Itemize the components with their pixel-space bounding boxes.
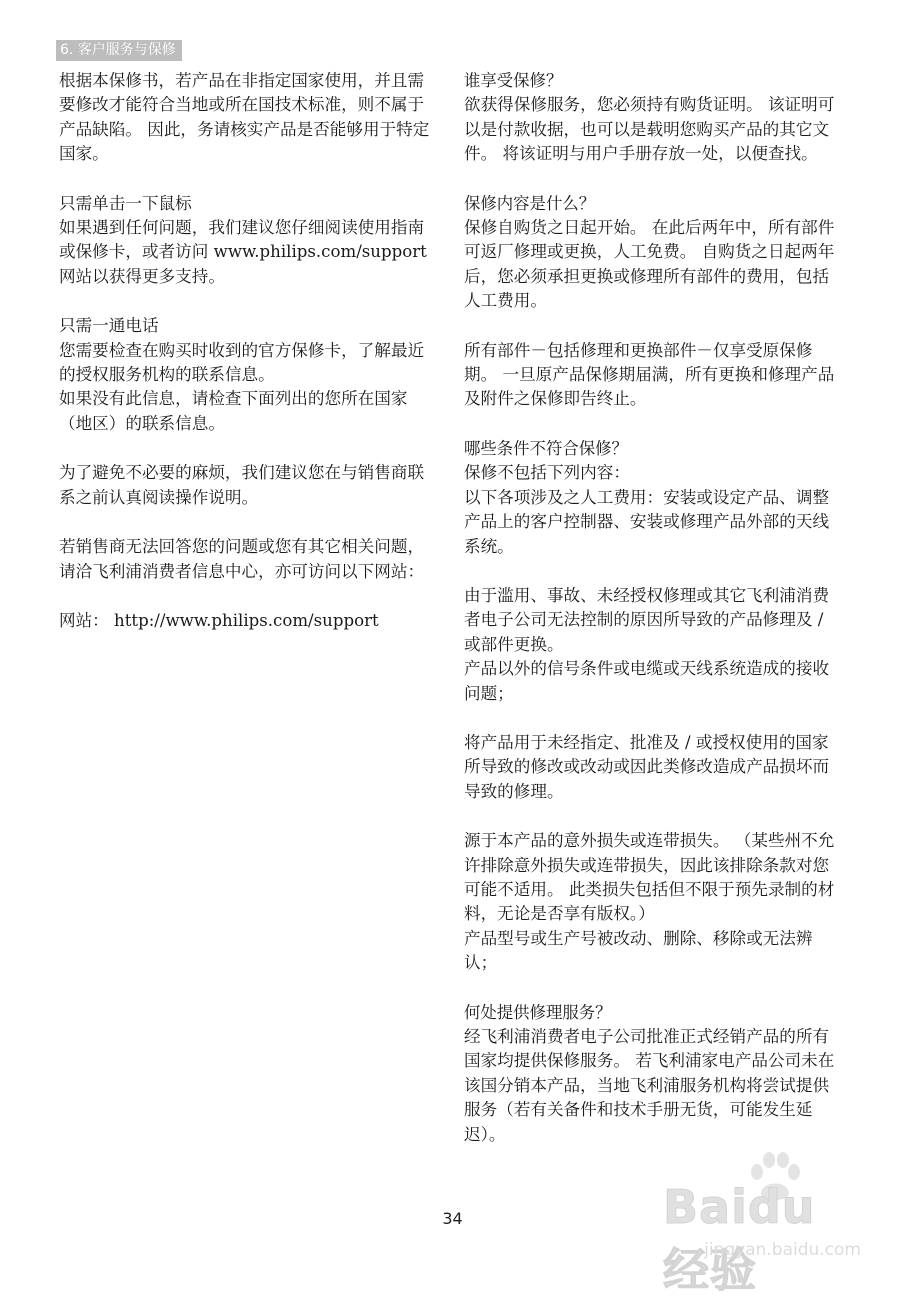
- right-column: [464, 69, 842, 1147]
- paragraph-read-instructions: 为了避免不必要的麻烦，我们建议您在与销售商联系之前认真阅读操作说明。: [59, 463, 425, 507]
- heading-who-is-covered: 谁享受保修？: [464, 71, 563, 90]
- paragraph-country-contact: 如果没有此信息，请检查下面列出的您所在国家（地区）的联系信息。: [59, 389, 408, 433]
- subheading-one-call: 只需一通电话: [59, 316, 159, 336]
- paragraph-consumer-center: 若销售商无法回答您的问题或您有其它相关问题，请洽飞利浦消费者信息中心，亦可访问以下网站：: [59, 537, 425, 581]
- paragraph-serial-altered: 产品型号或生产号被改动、删除、移除或无法辨认；: [464, 928, 813, 973]
- paragraph-country-use: 根据本保修书，若产品在非指定国家使用，并且需要修改才能符合当地或所在国技术标准，则不属于产品缺陷。 因此，务请核实产品是否能够用于特定国家。: [59, 71, 430, 164]
- paragraph-misuse: 由于滥用、事故、未经授权修理或其它飞利浦消费者电子公司无法控制的原因所导致的产品修理及 / 或部件更换。: [464, 585, 830, 654]
- paragraph-excludes: 保修不包括下列内容：: [464, 463, 630, 483]
- website-line[interactable]: 网站： http://www.philips.com/support: [59, 610, 379, 630]
- paragraph-proof-of-purchase: 欲获得保修服务，您必须持有购货证明。 该证明可以是付款收据，也可以是载明您购买产品的其它文件。 将该证明与用户手册存放一处，以便查找。: [464, 95, 835, 164]
- watermark-url: jingyan.baidu.com: [704, 1240, 861, 1260]
- paragraph-reception: 产品以外的信号条件或电缆或天线系统造成的接收问题；: [464, 659, 830, 703]
- section-tag: 6. 客户服务与保修: [56, 40, 182, 61]
- heading-not-covered: 哪些条件不符合保修？: [464, 438, 628, 458]
- watermark-logo: Baidu 经验: [663, 1180, 816, 1297]
- paragraph-incidental-loss: 源于本产品的意外损失或连带损失。 （某些州不允许排除意外损失或连带损失，因此该排除条款对您可能不适用。 此类损失包括但不限于预先录制的材料，无论是否享有版权。）: [464, 831, 835, 924]
- heading-what-is-covered: 保修内容是什么？: [464, 193, 596, 213]
- paragraph-parts-warranty: 所有部件－包括修理和更换部件－仅享受原保修期。 一旦原产品保修期届满，所有更换和修理产品及附件之保修即告终止。: [464, 340, 835, 409]
- paragraph-unauthorized-country: 将产品用于未经指定、批准及 / 或授权使用的国家所导致的修改或改动或因此类修改造成产品损坏而导致的修理。: [464, 732, 830, 801]
- paragraph-labor-costs: 以下各项涉及之人工费用：安装或设定产品、调整产品上的客户控制器、安装或修理产品外部的天线系统。: [464, 487, 830, 556]
- paragraph-two-years: 保修自购货之日起开始。 在此后两年中，所有部件可返厂修理或更换，人工免费。 自购货之日起两年后，您必须承担更换或修理所有部件的费用，包括人工费用。: [464, 218, 835, 311]
- page-number: 34: [442, 1209, 463, 1228]
- heading-where-repair: 何处提供修理服务？: [464, 1002, 612, 1022]
- paragraph-repair-countries: 经飞利浦消费者电子公司批准正式经销产品的所有国家均提供保修服务。 若飞利浦家电产品公司未在该国分销本产品，当地飞利浦服务机构将尝试提供服务（若有关备件和技术手册无货，可能发生延迟）。: [464, 1027, 835, 1144]
- paragraph-warranty-card: 您需要检查在购买时收到的官方保修卡，了解最近的授权服务机构的联系信息。: [59, 340, 425, 385]
- subheading-one-click: 只需单击一下鼠标: [59, 193, 192, 213]
- paragraph-website-support: 如果遇到任何问题，我们建议您仔细阅读使用指南或保修卡，或者访问 www.philips.com/support 网站以获得更多支持。: [59, 218, 427, 286]
- left-column: [59, 69, 439, 633]
- baidu-watermark: [663, 1152, 863, 1297]
